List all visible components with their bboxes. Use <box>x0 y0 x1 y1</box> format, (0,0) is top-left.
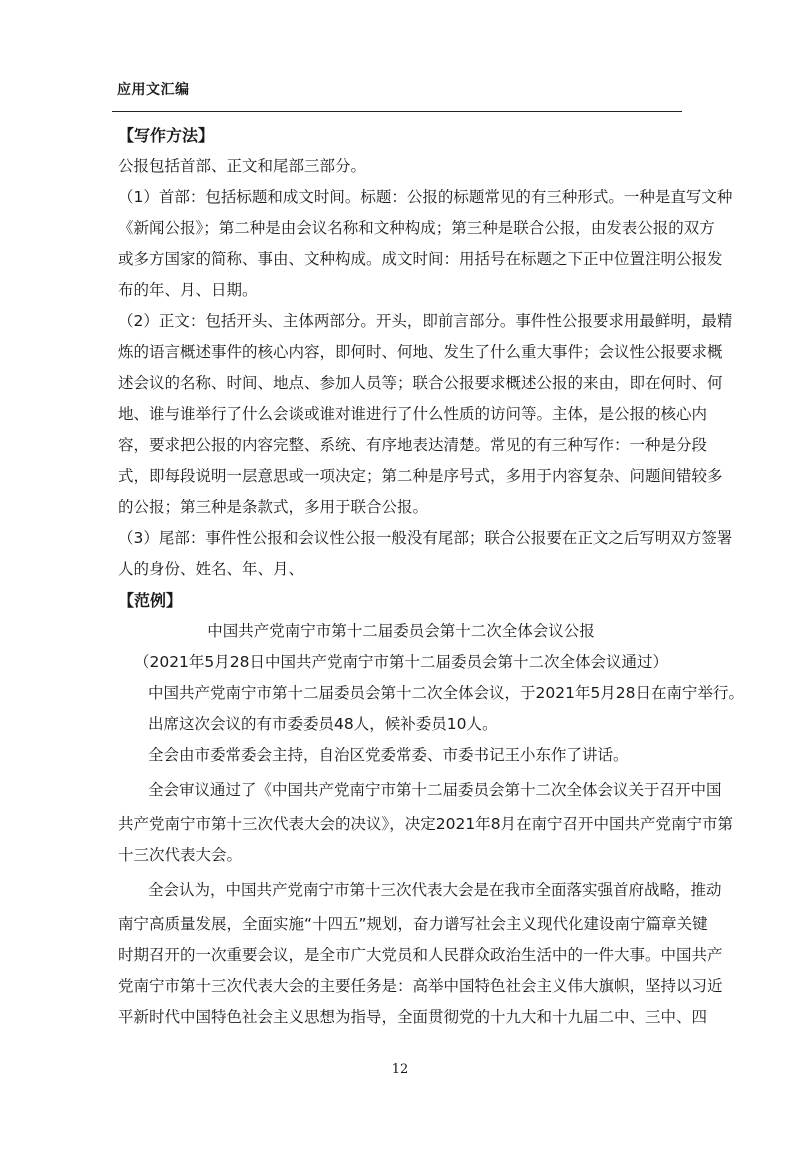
method-line: 布的年、月、日期。 <box>118 281 258 299</box>
example-line: 出席这次会议的有市委委员48人，候补委员10人。 <box>148 715 498 733</box>
section-heading-example: 【范例】 <box>118 591 183 610</box>
method-line: （1）首部：包括标题和成文时间。标题：公报的标题常见的有三种形式。一种是直写文种 <box>118 188 733 206</box>
example-line: 共产党南宁市第十三次代表大会的决议》，决定2021年8月在南宁召开中国共产党南宁市第 <box>118 815 734 833</box>
method-line: 人的身份、姓名、年、月、 <box>118 560 305 578</box>
example-line: 时期召开的一次重要会议，是全市广大党员和人民群众政治生活中的一件大事。中国共产 <box>118 946 723 964</box>
header-divider <box>112 111 682 112</box>
example-line: 全会由市委常委会主持，自治区党委常委、市委书记王小东作了讲话。 <box>148 746 629 764</box>
method-line: 述会议的名称、时间、地点、参加人员等；联合公报要求概述公报的来由，即在何时、何 <box>118 374 723 392</box>
method-line: 或多方国家的简称、事由、文种构成。成文时间：用括号在标题之下正中位置注明公报发 <box>118 250 723 268</box>
method-line: 容，要求把公报的内容完整、系统、有序地表达清楚。常见的有三种写作：一种是分段 <box>118 436 708 454</box>
section-heading-method: 【写作方法】 <box>118 126 215 145</box>
example-line: 党南宁市第十三次代表大会的主要任务是：高举中国特色社会主义伟大旗帜，坚持以习近 <box>118 977 723 995</box>
example-line: 十三次代表大会。 <box>118 846 243 864</box>
example-subtitle: （2021年5月28日中国共产党南宁市第十二届委员会第十二次全体会议通过） <box>133 653 669 671</box>
example-line: 平新时代中国特色社会主义思想为指导，全面贯彻党的十九大和十九届二中、三中、四 <box>118 1008 708 1026</box>
example-line: 全会审议通过了《中国共产党南宁市第十二届委员会第十二次全体会议关于召开中国 <box>148 781 722 799</box>
method-line: 式，即每段说明一层意思或一项决定；第二种是序号式，多用于内容复杂、问题间错较多 <box>118 467 723 485</box>
method-line: 炼的语言概述事件的核心内容，即何时、何地、发生了什么重大事件；会议性公报要求概 <box>118 343 723 361</box>
page-number: 12 <box>391 1062 409 1077</box>
method-line: 地、谁与谁举行了什么会谈或谁对谁进行了什么性质的访问等。主体，是公报的核心内 <box>118 405 708 423</box>
page-content <box>118 120 745 1033</box>
example-line: 南宁高质量发展，全面实施“十四五”规划，奋力谱写社会主义现代化建设南宁篇章关键 <box>118 915 708 933</box>
method-line: （2）正文：包括开头、主体两部分。开头，即前言部分。事件性公报要求用最鲜明，最精 <box>118 312 733 330</box>
method-line: 《新闻公报》；第二种是由会议名称和文种构成；第三种是联合公报，由发表公报的双方 <box>118 219 715 237</box>
method-line: 公报包括首部、正文和尾部三部分。 <box>118 157 367 175</box>
example-line: 全会认为，中国共产党南宁市第十三次代表大会是在我市全面落实强首府战略，推动 <box>148 881 722 899</box>
method-line: （3）尾部：事件性公报和会议性公报一般没有尾部；联合公报要在正文之后写明双方签署 <box>118 529 733 547</box>
example-title: 中国共产党南宁市第十二届委员会第十二次全体会议公报 <box>207 622 595 640</box>
running-header: 应用文汇编 <box>117 82 190 98</box>
example-line: 中国共产党南宁市第十二届委员会第十二次全体会议，于2021年5月28日在南宁举行。 <box>148 684 745 702</box>
method-line: 的公报；第三种是条款式，多用于联合公报。 <box>118 498 429 516</box>
